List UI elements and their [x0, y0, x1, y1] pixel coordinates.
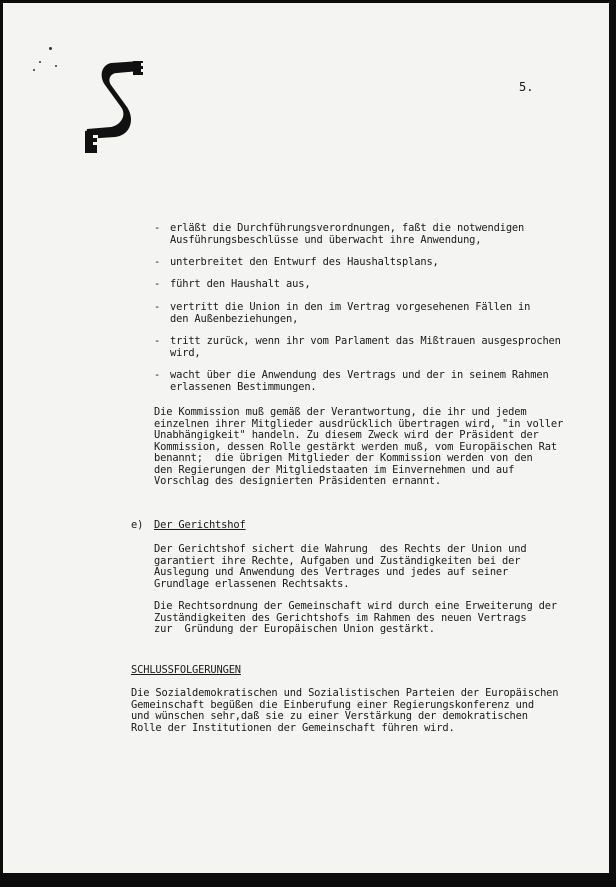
paragraph-line: und wünschen sehr,daß sie zu einer Verstärkung der demokratischen [131, 710, 528, 722]
paragraph-line: Gemeinschaft begüßen die Einberufung einer Regierungskonferenz und [131, 698, 534, 711]
bullet-dash: - [154, 335, 161, 347]
paragraph-line: den Regierungen der Mitgliedstaaten im Einvernehmen und auf [154, 463, 515, 476]
bullet-line: erlassenen Bestimmungen. [170, 381, 317, 393]
paragraph-line: Zuständigkeiten des Gerichtshofs im Rahmen des neuen Vertrags [154, 611, 527, 624]
page-number: 5. [519, 80, 534, 94]
paragraph-line: Die Rechtsordnung der Gemeinschaft wird durch eine Erweiterung der [154, 600, 557, 612]
bullet-line: Ausführungsbeschlüsse und überwacht ihre Anwendung, [170, 234, 482, 246]
paragraph-line: Vorschlag des designierten Präsidenten ernannt. [154, 475, 441, 487]
paragraph-line: Der Gerichtshof sichert die Wahrung des Rechts der Union und [154, 543, 527, 555]
scan-speck [55, 65, 57, 67]
document-page [3, 3, 609, 873]
bullet-dash: - [154, 369, 161, 381]
paragraph-line: Kommission, dessen Rolle gestärkt werden muß, vom Europäischen Rat [154, 440, 557, 453]
paragraph-line: Unabhängigkeit" handeln. Zu diesem Zweck wird der Präsident der [154, 429, 539, 441]
bullet-dash: - [154, 222, 161, 234]
bullet-line: wacht über die Anwendung des Vertrags und der in seinem Rahmen [170, 369, 549, 381]
paragraph-line: benannt; die übrigen Mitglieder der Kommission werden von den [154, 452, 533, 464]
scan-speck [33, 69, 35, 71]
bullet-line: führt den Haushalt aus, [170, 278, 311, 290]
bullet-dash: - [154, 278, 161, 290]
paragraph-line: Die Sozialdemokratischen und Sozialistischen Parteien der Europäischen [131, 687, 559, 699]
bullet-dash: - [154, 301, 161, 313]
bullet-line: erläßt die Durchführungsverordnungen, faßt die notwendigen [170, 222, 525, 234]
bullet-line: vertritt die Union in den im Vertrag vorgesehenen Fällen in [170, 301, 531, 313]
section-heading: Der Gerichtshof [154, 519, 246, 531]
paragraph-line: zur Gründung der Europäischen Union gestärkt. [154, 623, 435, 635]
paragraph-line: Auslegung und Anwendung des Vertrages und jedes auf seiner [154, 566, 509, 578]
paragraph-line: garantiert ihre Rechte, Aufgaben und Zuständigkeiten bei der [154, 554, 521, 567]
paragraph-line: Die Kommission muß gemäß der Verantwortung, die ihr und jedem [154, 406, 527, 418]
spe-logo-icon [81, 55, 161, 157]
bullet-dash: - [154, 256, 161, 268]
bullet-line: wird, [170, 347, 201, 359]
paragraph-line: Grundlage erlassenen Rechtsakts. [154, 577, 350, 590]
paragraph-line: Rolle der Institutionen der Gemeinschaft führen wird. [131, 721, 455, 734]
section-marker: e) [131, 519, 144, 531]
bullet-line: unterbreitet den Entwurf des Haushaltsplans, [170, 256, 439, 268]
conclusions-heading: SCHLUSSFOLGERUNGEN [131, 664, 241, 676]
scan-speck [49, 47, 52, 50]
bullet-line: tritt zurück, wenn ihr vom Parlament das Mißtrauen ausgesprochen [170, 335, 561, 347]
bullet-line: den Außenbeziehungen, [170, 313, 299, 325]
paragraph-line: einzelnen ihrer Mitglieder ausdrücklich übertragen wird, "in voller [154, 417, 564, 430]
scan-speck [39, 61, 41, 63]
